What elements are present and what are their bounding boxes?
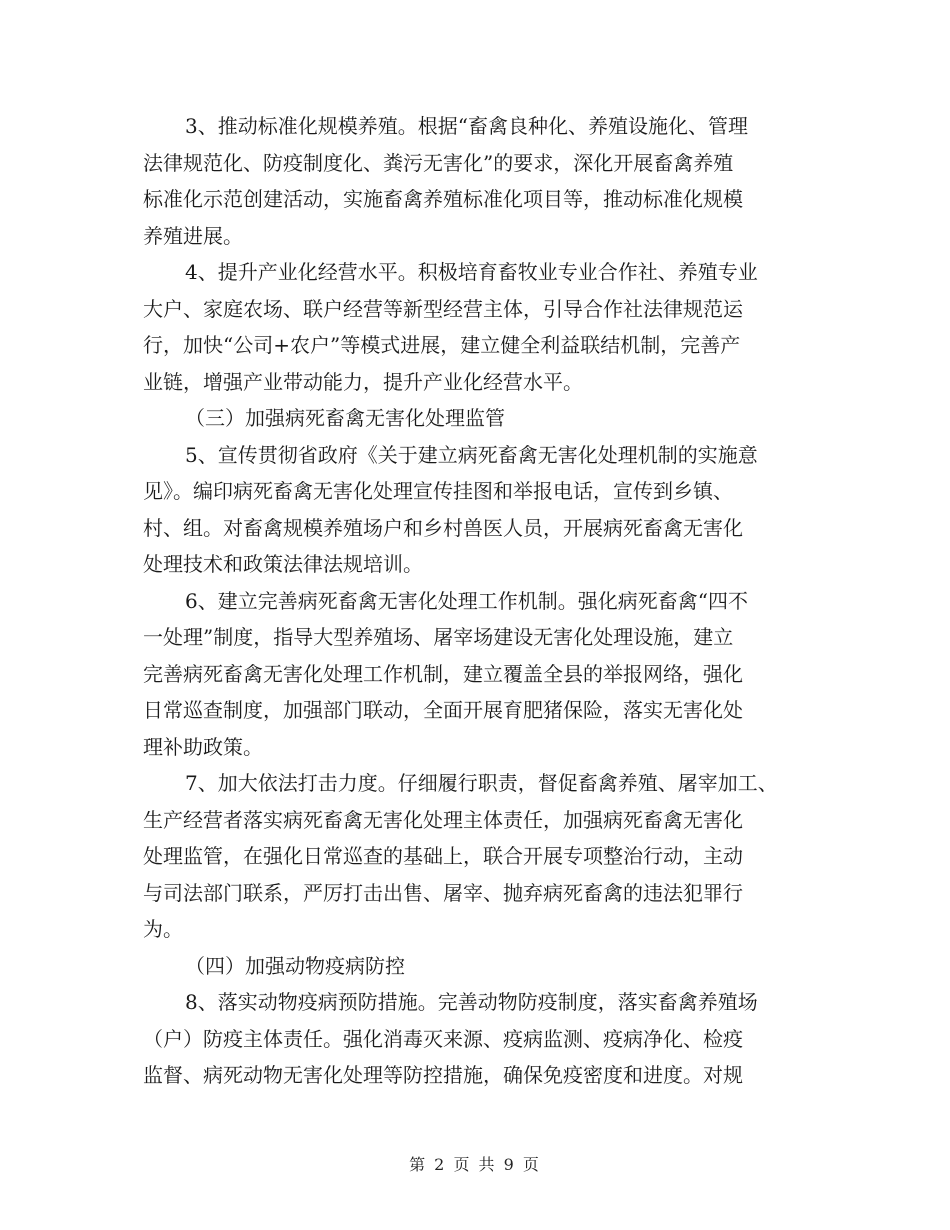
paragraph-line: 生产经营者落实病死畜禽无害化处理主体责任，加强病死畜禽无害化 bbox=[143, 807, 743, 832]
paragraph-line: 理补助政策。 bbox=[143, 734, 263, 759]
paragraph-line: 处理监管，在强化日常巡查的基础上，联合开展专项整治行动，主动 bbox=[143, 844, 743, 868]
paragraph-line: 与司法部门联系，严厉打击出售、屠宰、抛弃病死畜禽的违法犯罪行 bbox=[143, 880, 743, 905]
paragraph-line: 6、建立完善病死畜禽无害化处理工作机制。强化病死畜禽“四不 bbox=[185, 588, 748, 613]
paragraph-line: 为。 bbox=[143, 917, 183, 941]
paragraph bbox=[143, 108, 808, 254]
paragraph-line: 业链，增强产业带动能力，提升产业化经营水平。 bbox=[143, 369, 583, 394]
paragraph bbox=[143, 437, 808, 583]
paragraph-line: 标准化示范创建活动，实施畜禽养殖标准化项目等，推动标准化规模 bbox=[143, 187, 743, 211]
paragraph-line: 监督、病死动物无害化处理等防控措施，确保免疫密度和进度。对规 bbox=[143, 1063, 743, 1087]
paragraph-line: 5、宣传贯彻省政府《关于建立病死畜禽无害化处理机制的实施意 bbox=[185, 442, 758, 467]
document-body bbox=[143, 108, 808, 1094]
paragraph-line: 4、提升产业化经营水平。积极培育畜牧业专业合作社、养殖专业 bbox=[185, 260, 758, 284]
paragraph-line: 3、推动标准化规模养殖。根据“畜禽良种化、养殖设施化、管理 bbox=[185, 114, 748, 138]
paragraph-line: 村、组。对畜禽规模养殖场户和乡村兽医人员，开展病死畜禽无害化 bbox=[143, 515, 743, 540]
paragraph bbox=[143, 984, 808, 1094]
paragraph-line: 7、加大依法打击力度。仔细履行职责，督促畜禽养殖、屠宰加工、 bbox=[185, 771, 778, 795]
paragraph-line: 一处理”制度，指导大型养殖场、屠宰场建设无害化处理设施，建立 bbox=[143, 625, 734, 649]
paragraph-line: 处理技术和政策法律法规培训。 bbox=[143, 552, 423, 576]
paragraph-line: 见》。编印病死畜禽无害化处理宣传挂图和举报电话，宣传到乡镇、 bbox=[143, 479, 733, 503]
paragraph-line: 完善病死畜禽无害化处理工作机制，建立覆盖全县的举报网络，强化 bbox=[143, 661, 743, 686]
paragraph bbox=[143, 583, 808, 766]
paragraph-line: 法律规范化、防疫制度化、粪污无害化”的要求，深化开展畜禽养殖 bbox=[143, 150, 734, 175]
paragraph-line: 8、落实动物疫病预防措施。完善动物防疫制度，落实畜禽养殖场 bbox=[185, 990, 758, 1014]
paragraph bbox=[143, 254, 808, 400]
page-footer: 第 2 页 共 9 页 bbox=[409, 1155, 541, 1174]
paragraph-line: 大户、家庭农场、联户经营等新型经营主体，引导合作社法律规范运 bbox=[143, 296, 743, 321]
paragraph-line: （户）防疫主体责任。强化消毒灭来源、疫病监测、疫病净化、检疫 bbox=[143, 1026, 743, 1051]
paragraph-line: 行，加快“公司+农户”等模式进展，建立健全利益联结机制，完善产 bbox=[143, 333, 741, 357]
paragraph bbox=[143, 765, 808, 948]
section-heading: （四）加强动物疫病防控 bbox=[185, 953, 405, 978]
paragraph-line: 养殖进展。 bbox=[143, 223, 243, 248]
section-heading: （三）加强病死畜禽无害化处理监管 bbox=[185, 406, 505, 430]
paragraph-line: 日常巡查制度，加强部门联动，全面开展育肥猪保险，落实无害化处 bbox=[143, 698, 743, 722]
